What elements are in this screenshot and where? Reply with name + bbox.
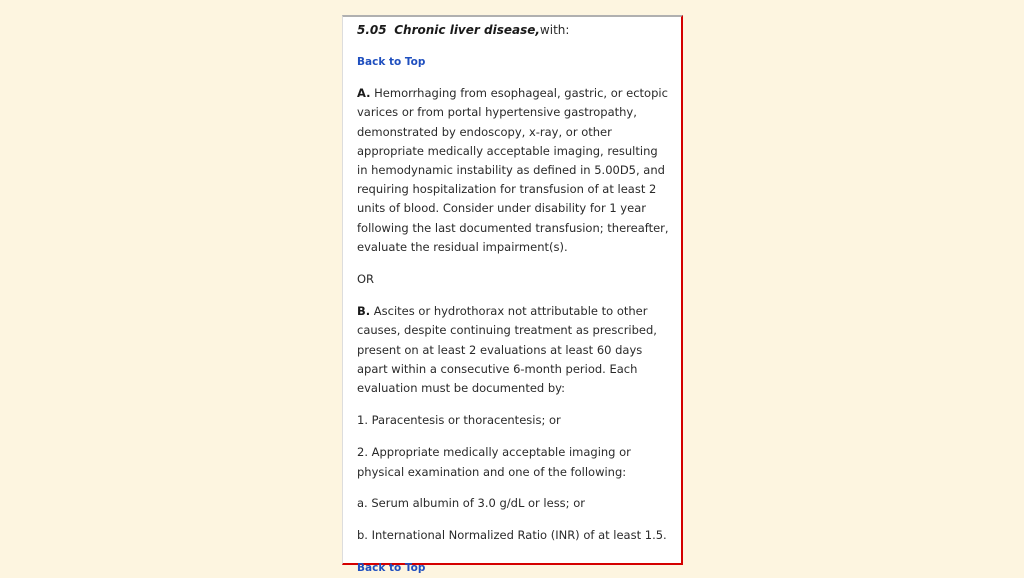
section-title-suffix: with: [539, 23, 570, 37]
list-item-a: a. Serum albumin of 3.0 g/dL or less; or [357, 495, 585, 510]
criterion-b [357, 302, 669, 398]
criterion-b-label: B. [357, 304, 371, 319]
criterion-b-text: Ascites or hydrothorax not attributable to other causes, despite continuing treatment as prescribed, present on at least 2 evaluations at least 60 days apart within a consecutive 6-month period. Each evaluation must be documented by: [357, 304, 657, 396]
list-item-b: b. International Normalized Ratio (INR) of at least 1.5. [357, 528, 667, 543]
section-heading [357, 21, 669, 40]
list-item-1: 1. Paracentesis or thoracentesis; or [357, 413, 561, 428]
section-title: Chronic liver disease, [394, 23, 540, 37]
criterion-a-label: A. [357, 86, 371, 101]
list-item-2: 2. Appropriate medically acceptable imaging or physical examination and one of the following: [357, 445, 631, 479]
document-content [357, 21, 669, 578]
section-number: 5.05 [357, 23, 387, 37]
document-page [342, 15, 683, 575]
criterion-a [357, 84, 669, 257]
back-to-top-link[interactable]: Back to Top [357, 56, 426, 68]
criterion-a-text: Hemorrhaging from esophageal, gastric, or ectopic varices or from portal hypertensive gastropathy, demonstrated by endoscopy, x-ray, or other appropriate medically acceptable imaging, resulting in hemodynamic instability as defined in 5.00D5, and requiring hospitalization for transfusion of at least 2 units of blood. Consider under disability for 1 year following the last documented transfusion; thereafter, evaluate the residual impairment(s). [357, 86, 669, 254]
or-separator: OR [357, 272, 375, 287]
back-to-top-link-bottom[interactable]: Back to Top [357, 562, 426, 575]
